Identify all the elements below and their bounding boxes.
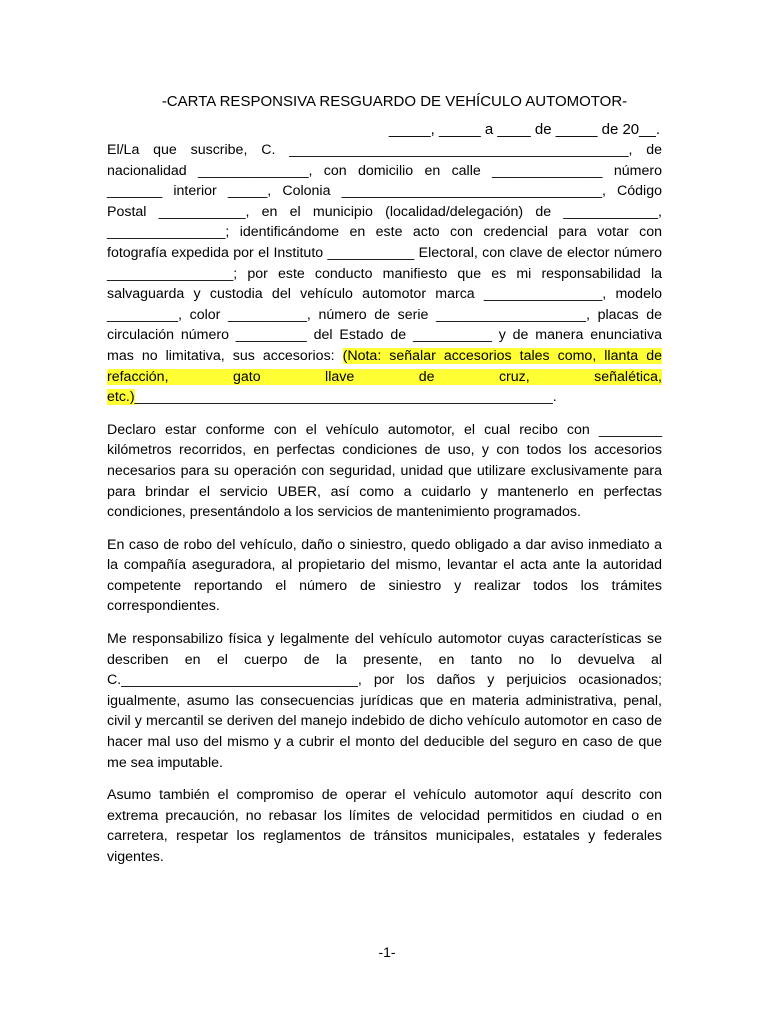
document-body — [107, 140, 662, 868]
document-title: -CARTA RESPONSIVA RESGUARDO DE VEHÍCULO AUTOMOTOR- — [161, 93, 628, 110]
date-line: _____, _____ a ____ de _____ de 20__. — [388, 121, 660, 138]
highlighted-note: (Nota: señalar accesorios tales como, llanta de refacción, gato llave de cruz, señalética, etc.) — [107, 347, 662, 406]
page-number: -1- — [378, 944, 396, 960]
paragraph-vehicle-condition: Declaro estar conforme con el vehículo automotor, el cual recibo con ________ kilómetros recorridos, en perfectas condiciones de uso, y con todos los accesorios necesarios para su operación con seguridad, unidad que utilizare exclusivamente para para brindar el servicio UBER, así como a cuidarlo y mantenerlo en perfectas condiciones, presentándolo a los servicios de mantenimiento programados. — [107, 421, 662, 521]
paragraph-declarant-end: _____________________________________________________. — [134, 389, 557, 406]
paragraph-declarant-text: El/La que suscribe, C. ___________________________________________, de nacionalidad ______________, con domicilio en calle ______________ número _______ interior _____, Colonia _________________________________, Código Postal ___________, en el municipio (localidad/delegación) de ____________, _______________; identificándome en este acto con credencial para votar con fotografía expedida por el Instituto ___________ Electoral, con clave de elector número ________________; por este conducto manifiesto que es mi responsabilidad la salvaguarda y custodia del vehículo automotor marca _______________, modelo _________, color __________, número de serie ___________________, placas de circulación número _________ del Estado de __________ y de manera enunciativa mas no limitativa, sus accesorios: — [107, 142, 662, 364]
paragraph-driving-commitment: Asumo también el compromiso de operar el vehículo automotor aquí descrito con extrema precaución, no rebasar los límites de velocidad permitidos en ciudad o en carretera, respetar los reglamentos de tránsitos municipales, estatales y federales vigentes. — [107, 787, 662, 865]
paragraph-declarant-info — [107, 140, 662, 408]
paragraph-theft-damage: En caso de robo del vehículo, daño o siniestro, quedo obligado a dar aviso inmediato a la compañía aseguradora, al propietario del mismo, levantar el acta ante la autoridad competente reportando el número de siniestro y realizar todos los trámites correspondientes. — [107, 536, 662, 615]
paragraph-legal-responsibility: Me responsabilizo física y legalmente del vehículo automotor cuyas características se describen en el cuerpo de la presente, en tanto no lo devuelva al C.______________________________, por los daños y perjuicios ocasionados; igualmente, asumo las consecuencias jurídicas que en materia administrativa, penal, civil y mercantil se deriven del manejo indebido de dicho vehículo automotor en caso de hacer mal uso del mismo y a cubrir el monto del deducible del seguro en caso de que me sea imputable. — [107, 631, 662, 771]
